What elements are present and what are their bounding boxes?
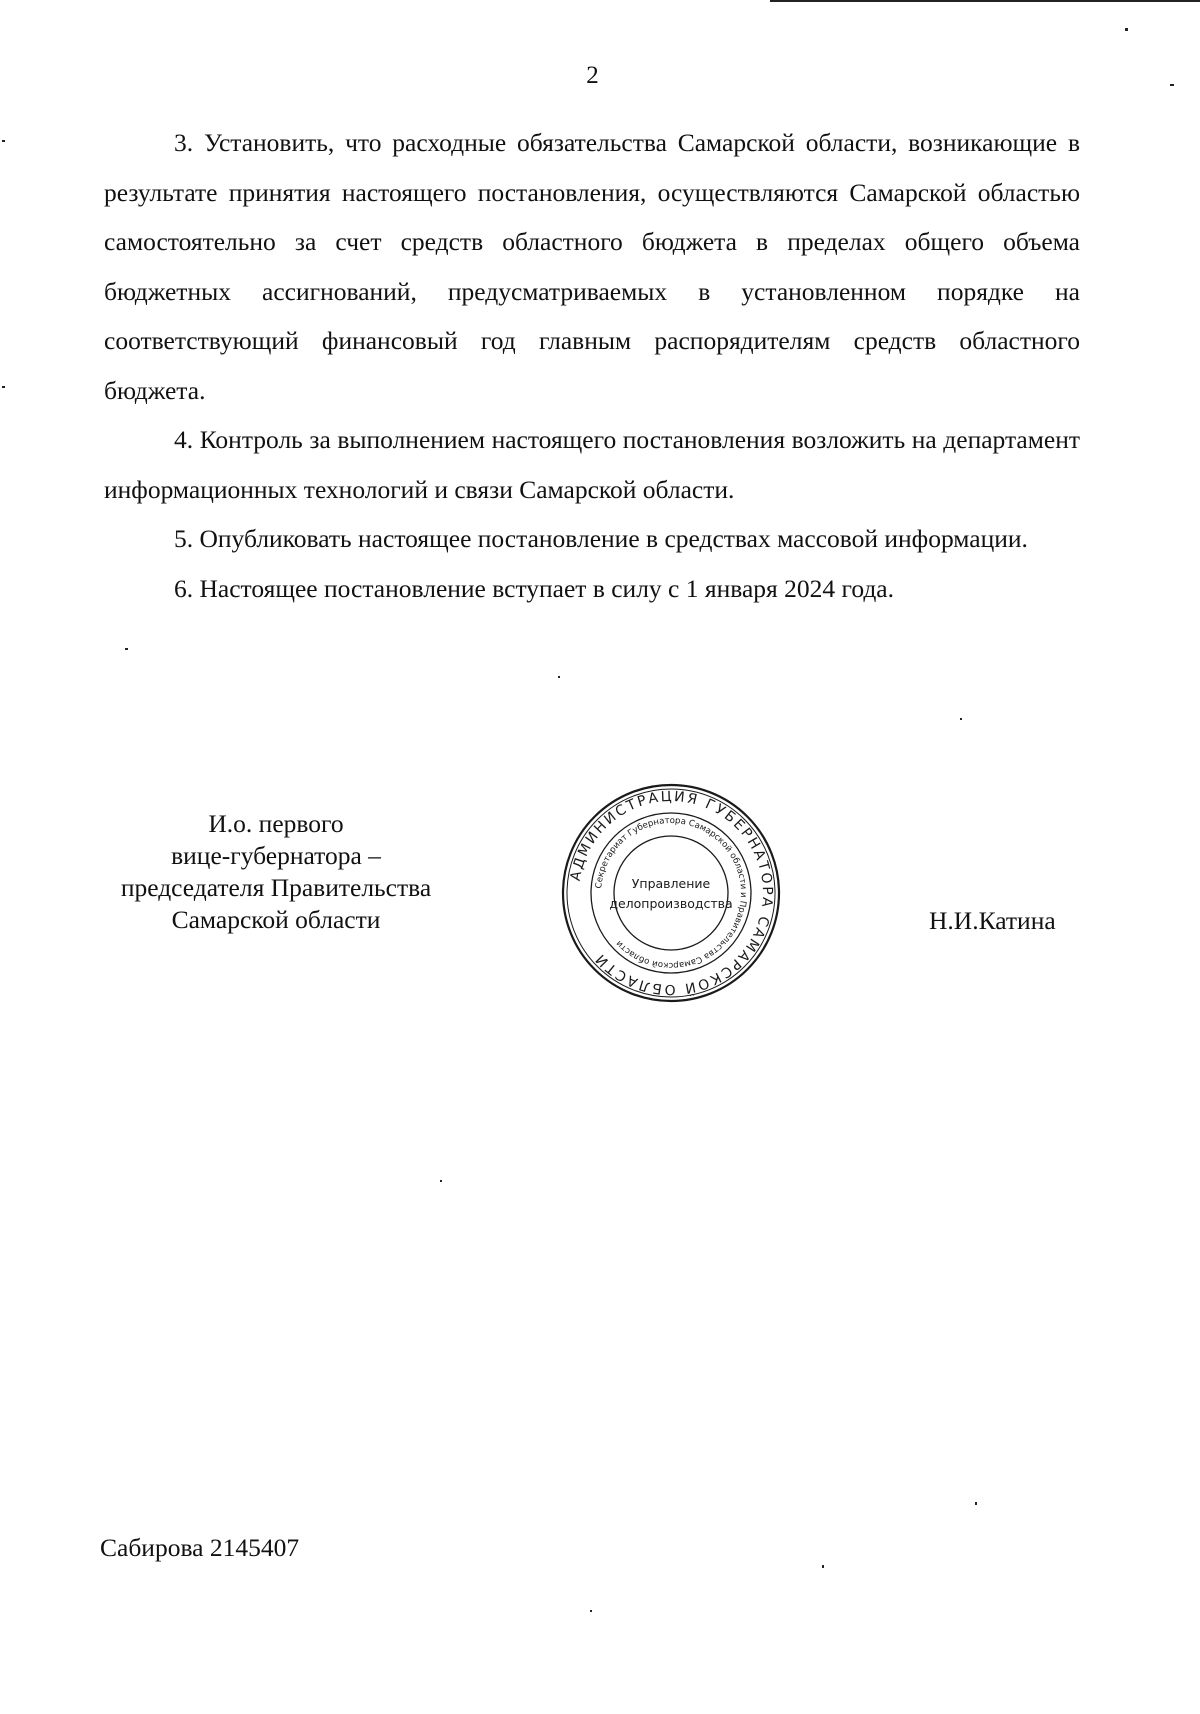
document-body [104,118,1080,613]
seal-inner-text: Секретариат Губернатора Самарской области и Правительства Самарской области [594,815,749,971]
scan-speck [1170,84,1174,86]
position-line: вице-губернатора – [171,841,381,870]
paragraph-6: 6. Настоящее постановление вступает в силу с 1 января 2024 года. [174,573,895,603]
position-line: И.о. первого [208,809,344,838]
executor-contact: Сабирова 2145407 [100,1533,300,1562]
scan-speck [1125,28,1128,31]
signatory-position [96,808,456,936]
scan-speck [822,1565,824,1568]
position-line: Самарской области [171,905,381,934]
scan-speck [558,676,560,678]
paragraph-5: 5. Опубликовать настоящее постановление в средствах массовой информации. [174,524,1028,553]
seal-outer-text: АДМИНИСТРАЦИЯ ГУБЕРНАТОРА САМАРСКОЙ ОБЛАСТИ [567,788,776,998]
signatory-name: Н.И.Катина [929,906,1056,935]
scan-speck [960,718,962,720]
scan-edge-line [770,0,1200,2]
scan-speck [440,1180,442,1182]
seal-center-line-1: Управление [631,876,711,891]
official-seal [556,778,786,1008]
paragraph-3: 3. Установить, что расходные обязательства Самарской области, возникающие в результате принятия настоящего постановления, осуществляются Самарской областью самостоятельно за счет средств областного бюджета в пределах общего объема бюджетных ассигнований, предусматриваемых в установленном порядке на соответствующий финансовый год главным распорядителям средств областного бюджета. [104,128,1080,405]
scan-speck [975,1502,977,1505]
scan-speck [590,1610,592,1612]
seal-center-line-2: делопроизводства [609,896,733,911]
paragraph-4: 4. Контроль за выполнением настоящего постановления возложить на департамент информационных технологий и связи Самарской области. [104,425,1080,504]
scan-speck [125,648,128,650]
position-line: председателя Правительства [120,873,432,902]
scan-speck [2,140,5,142]
scan-speck [2,386,5,388]
page-number: 2 [586,62,599,89]
